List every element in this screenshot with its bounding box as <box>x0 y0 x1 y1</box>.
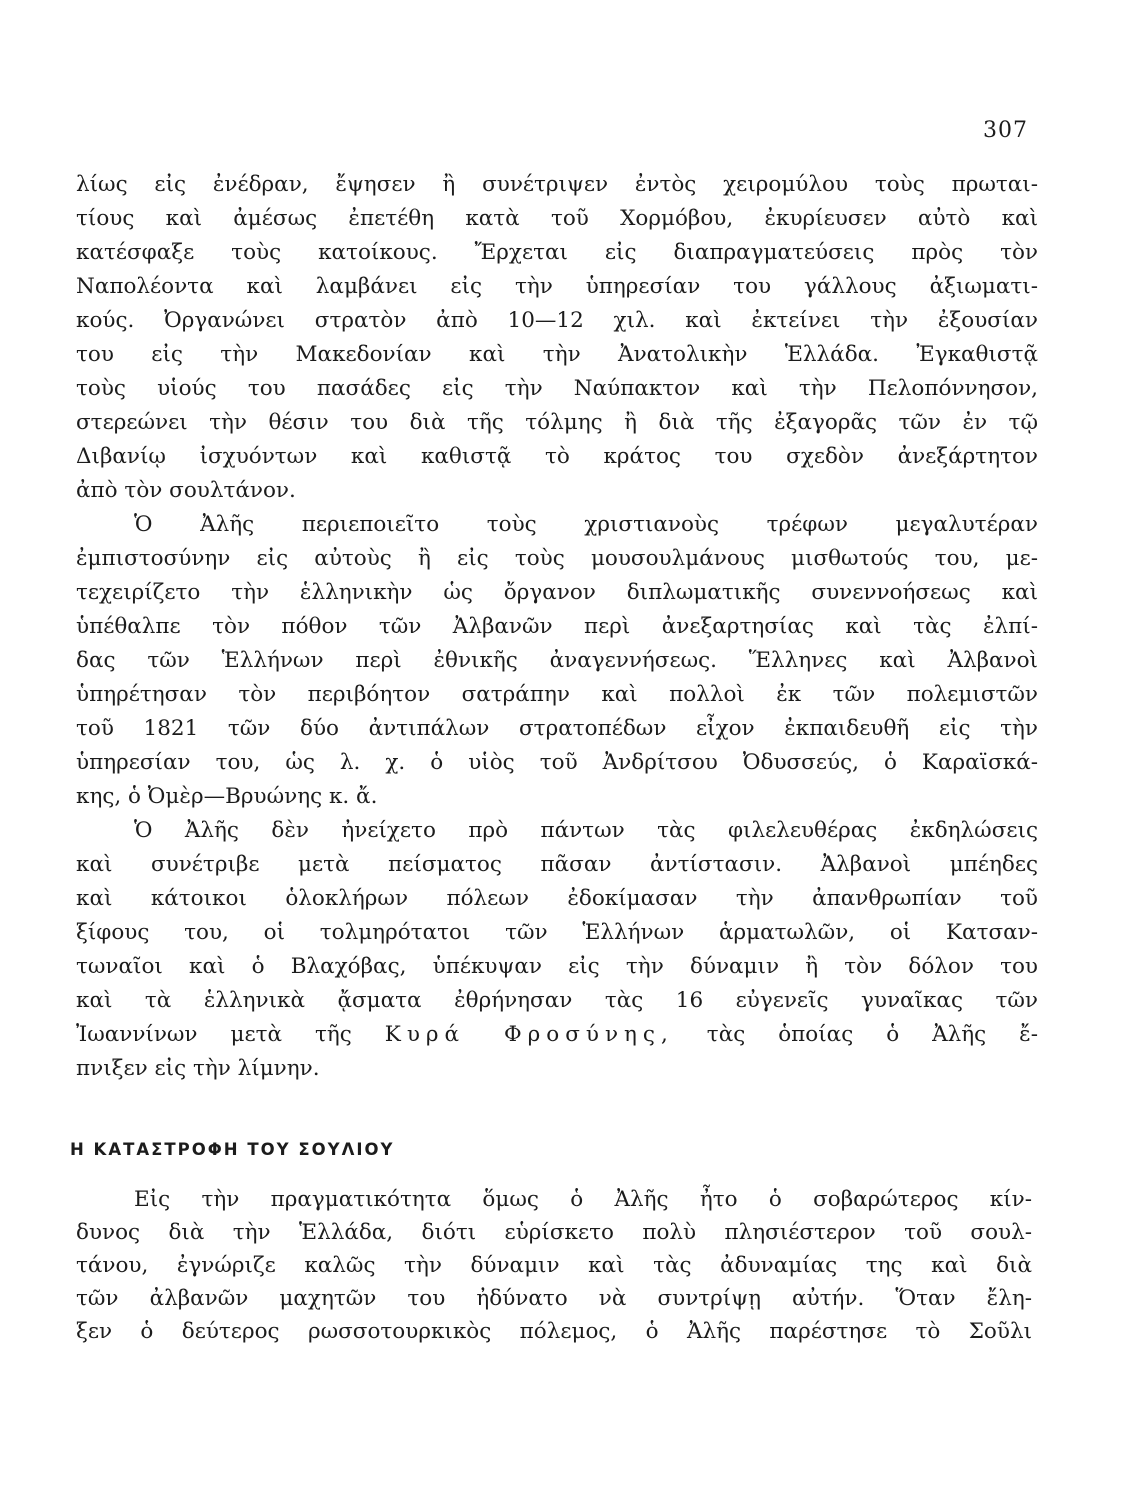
text-line: ξίφους του, οἱ τολμηρότατοι τῶν Ἑλλήνων ἁρματωλῶν, οἱ Κατσαν- <box>76 920 1038 945</box>
text-line: Διβανίῳ ἰσχυόντων καὶ καθιστᾷ τὸ κράτος του σχεδὸν ἀνεξάρτητον <box>76 444 1038 469</box>
text-line: ἐμπιστοσύνην εἰς αὐτοὺς ἢ εἰς τοὺς μουσουλμάνους μισθωτούς του, με- <box>76 546 1038 571</box>
text-line: δας τῶν Ἑλλήνων περὶ ἐθνικῆς ἀναγεννήσεως. Ἕλληνες καὶ Ἀλβανοὶ <box>76 648 1038 673</box>
text-segment: Ἰωαννίνων μετὰ τῆς <box>76 1022 352 1047</box>
text-line: ὑπηρεσίαν του, ὡς λ. χ. ὁ υἱὸς τοῦ Ἀνδρίτσου Ὀδυσσεύς, ὁ Καραϊσκά- <box>76 750 1038 775</box>
text-line: τεχειρίζετο τὴν ἑλληνικὴν ὡς ὄργανον διπλωματικῆς συνεννοήσεως καὶ <box>76 580 1038 605</box>
text-line: τοῦ 1821 τῶν δύο ἀντιπάλων στρατοπέδων εἶχον ἐκπαιδευθῆ εἰς τὴν <box>76 716 1038 741</box>
text-line: τάνου, ἐγνώριζε καλῶς τὴν δύναμιν καὶ τὰς ἀδυναμίας της καὶ διὰ <box>76 1253 1032 1278</box>
text-line: τωναῖοι καὶ ὁ Βλαχόβας, ὑπέκυψαν εἰς τὴν δύναμιν ἢ τὸν δόλον του <box>76 954 1038 979</box>
text-line: ὑπέθαλπε τὸν πόθον τῶν Ἀλβανῶν περὶ ἀνεξαρτησίας καὶ τὰς ἐλπί- <box>76 614 1038 639</box>
text-line: καὶ τὰ ἑλληνικὰ ᾄσματα ἐθρήνησαν τὰς 16 εὐγενεῖς γυναῖκας τῶν <box>76 988 1038 1013</box>
text-line: κούς. Ὀργανώνει στρατὸν ἀπὸ 10—12 χιλ. καὶ ἐκτείνει τὴν ἐξουσίαν <box>76 308 1038 333</box>
text-line: καὶ κάτοικοι ὁλοκλήρων πόλεων ἐδοκίμασαν τὴν ἀπανθρωπίαν τοῦ <box>76 886 1038 911</box>
text-line: ἀπὸ τὸν σουλτάνον. <box>76 478 296 503</box>
text-line: Ὁ Ἀλῆς περιεποιεῖτο τοὺς χριστιανοὺς τρέφων μεγαλυτέραν <box>134 512 1038 537</box>
text-line: στερεώνει τὴν θέσιν του διὰ τῆς τόλμης ἢ διὰ τῆς ἐξαγορᾶς τῶν ἐν τῷ <box>76 410 1038 435</box>
text-line: του εἰς τὴν Μακεδονίαν καὶ τὴν Ἀνατολικὴν Ἑλλάδα. Ἐγκαθιστᾷ <box>76 342 1038 367</box>
text-line: κης, ὁ Ὀμὲρ—Βρυώνης κ. ἄ. <box>76 784 378 809</box>
text-line: δυνος διὰ τὴν Ἑλλάδα, διότι εὑρίσκετο πολὺ πλησιέστερον τοῦ σουλ- <box>76 1220 1032 1245</box>
text-line <box>76 1018 1038 1052</box>
spaced-name: Κυρά Φροσύνης, <box>384 1022 674 1047</box>
body-text <box>76 168 1038 1086</box>
text-line: Ὁ Ἀλῆς δὲν ἠνείχετο πρὸ πάντων τὰς φιλελευθέρας ἐκδηλώσεις <box>134 818 1038 843</box>
text-line: Εἰς τὴν πραγματικότητα ὅμως ὁ Ἀλῆς ἦτο ὁ σοβαρώτερος κίν- <box>134 1187 1032 1212</box>
text-line: τῶν ἀλβανῶν μαχητῶν του ἠδύνατο νὰ συντρίψῃ αὐτήν. Ὅταν ἔλη- <box>76 1286 1032 1311</box>
text-line: τοὺς υἱούς του πασάδες εἰς τὴν Ναύπακτον καὶ τὴν Πελοπόννησον, <box>76 376 1038 401</box>
text-line: καὶ συνέτριβε μετὰ πείσματος πᾶσαν ἀντίστασιν. Ἀλβανοὶ μπέηδες <box>76 852 1038 877</box>
text-line: τίους καὶ ἀμέσως ἐπετέθη κατὰ τοῦ Χορμόβου, ἐκυρίευσεν αὐτὸ καὶ <box>76 206 1038 231</box>
text-line: ὑπηρέτησαν τὸν περιβόητον σατράπην καὶ πολλοὶ ἐκ τῶν πολεμιστῶν <box>76 682 1038 707</box>
text-segment: τὰς ὁποίας ὁ Ἀλῆς ἔ- <box>706 1022 1038 1047</box>
text-line: πνιξεν εἰς τὴν λίμνην. <box>76 1056 320 1081</box>
section-heading: Η ΚΑΤΑΣΤΡΟΦΗ ΤΟΥ ΣΟΥΛΙΟΥ <box>70 1140 395 1159</box>
text-line: κατέσφαξε τοὺς κατοίκους. Ἔρχεται εἰς διαπραγματεύσεις πρὸς τὸν <box>76 240 1038 265</box>
section-text <box>76 1183 1032 1348</box>
text-line: Ναπολέοντα καὶ λαμβάνει εἰς τὴν ὑπηρεσίαν του γάλλους ἀξιωματι- <box>76 274 1038 299</box>
page-number: 307 <box>983 118 1028 143</box>
text-line: ξεν ὁ δεύτερος ρωσσοτουρκικὸς πόλεμος, ὁ Ἀλῆς παρέστησε τὸ Σοῦλι <box>76 1319 1032 1344</box>
text-line: λίως εἰς ἐνέδραν, ἔψησεν ἢ συνέτριψεν ἐντὸς χειρομύλου τοὺς πρωται- <box>76 172 1038 197</box>
